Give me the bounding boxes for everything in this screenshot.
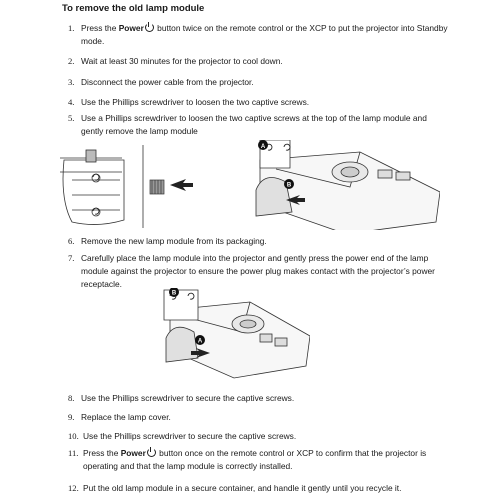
projector-illustration: [164, 290, 310, 378]
step-12: [68, 482, 448, 495]
step-text: Use the Phillips screwdriver to loosen the two captive screws.: [81, 97, 310, 107]
step-number: 1.: [68, 23, 75, 33]
step-number: 11.: [68, 448, 79, 458]
lamp-removal-illustration: [60, 140, 440, 230]
lamp-insertion-illustration: [160, 288, 310, 384]
step-number: 12.: [68, 483, 79, 493]
page-heading: To remove the old lamp module: [62, 3, 205, 14]
step-text: Remove the new lamp module from its packaging.: [81, 236, 267, 246]
step-text: Wait at least 30 minutes for the projector to cool down.: [81, 56, 283, 66]
step-5: [68, 112, 448, 138]
step-number: 6.: [68, 236, 75, 246]
step-number: 10.: [68, 431, 79, 441]
step-6: [68, 235, 448, 248]
step-text: Disconnect the power cable from the projector.: [81, 77, 254, 87]
svg-text:A: A: [260, 144, 266, 150]
step-10: [68, 430, 448, 443]
step-7: [68, 252, 448, 292]
step-3: [68, 76, 448, 89]
callout-b: [284, 179, 294, 189]
svg-text:B: B: [286, 182, 292, 189]
step-2: [68, 55, 448, 68]
step-text: Use a Phillips screwdriver to loosen the two captive screws at the top of the lamp module and gently remove the lamp module: [81, 113, 427, 137]
callout-a: [195, 335, 205, 345]
svg-text:A: A: [197, 338, 203, 345]
step-number: 9.: [68, 412, 75, 422]
step-number: 2.: [68, 56, 75, 66]
step-4: [68, 96, 448, 109]
power-icon: [147, 448, 156, 457]
step-number: 7.: [68, 253, 75, 263]
arrow-icon: [170, 179, 193, 191]
step-number: 4.: [68, 97, 75, 107]
step-11: 11. Press the Power button once on the remote control or XCP to confirm that the projector is operating and that the lamp module is correctly installed.: [68, 448, 427, 472]
callout-a: [258, 140, 268, 150]
power-label: Power: [120, 448, 146, 458]
step-8: [68, 392, 448, 405]
step-1: 1. Press the Power button twice on the remote control or the XCP to put the projector into Standby mode.: [68, 23, 448, 47]
step-number: 5.: [68, 113, 75, 123]
step-number: 3.: [68, 77, 75, 87]
step-text: Replace the lamp cover.: [81, 412, 171, 422]
step-text: Use the Phillips screwdriver to secure the captive screws.: [81, 393, 295, 403]
step-number: 8.: [68, 393, 75, 403]
step-text: Carefully place the lamp module into the projector and gently press the power end of the lamp module against the projector to ensure the power plug makes contact with the projector’s power receptacle.: [81, 253, 435, 290]
power-label: Power: [118, 23, 144, 33]
power-icon: [145, 23, 154, 32]
svg-text:B: B: [171, 290, 177, 297]
removed-lamp-module: [150, 180, 164, 194]
step-text: Put the old lamp module in a secure container, and handle it gently until you recycle it.: [83, 483, 402, 493]
step-text: Use the Phillips screwdriver to secure the captive screws.: [83, 431, 297, 441]
projector-illustration: [256, 140, 440, 230]
lamp-module-closeup: [60, 150, 124, 225]
step-9: [68, 411, 448, 424]
